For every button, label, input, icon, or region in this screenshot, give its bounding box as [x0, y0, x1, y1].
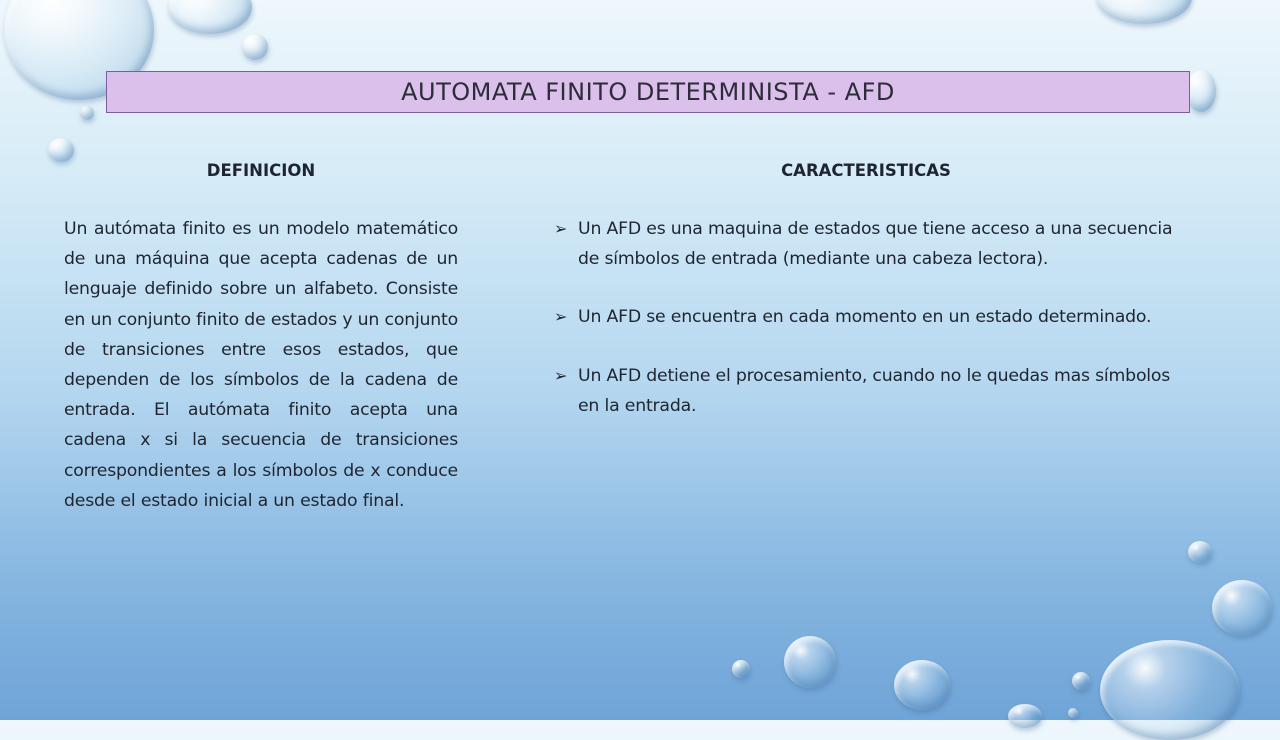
- list-item: [554, 214, 1174, 274]
- title-banner: [106, 71, 1190, 113]
- list-item-text: Un AFD se encuentra en cada momento en un estado determinado.: [578, 307, 1152, 328]
- water-drop-decoration: [168, 0, 252, 34]
- list-item: [554, 302, 1174, 332]
- arrowhead-bullet-icon: ➢: [554, 307, 568, 327]
- water-drop-decoration: [1186, 70, 1216, 112]
- definition-heading: DEFINICION: [206, 161, 316, 180]
- definition-paragraph: Un autómata finito es un modelo matemático de una máquina que acepta cadenas de un lenguaje definido sobre un alfabeto. Consiste en un conjunto finito de estados y un conjunto de transiciones entre esos estados, que dependen de los símbolos de la cadena de entrada. El autómata finito acepta una cadena x si la secuencia de transiciones correspondientes a los símbolos de x conduce desde el estado inicial a un estado final.: [64, 219, 458, 511]
- water-drop-decoration: [1068, 708, 1078, 718]
- slide-title: AUTOMATA FINITO DETERMINISTA - AFD: [401, 78, 895, 106]
- water-drop-decoration: [784, 636, 836, 688]
- water-drop-decoration: [732, 660, 750, 678]
- list-item-text: Un AFD detiene el procesamiento, cuando no le quedas mas símbolos en la entrada.: [578, 365, 1171, 416]
- list-item-text: Un AFD es una maquina de estados que tiene acceso a una secuencia de símbolos de entrada (mediante una cabeza lectora).: [578, 219, 1173, 270]
- water-drop-decoration: [1100, 640, 1240, 740]
- characteristics-list: [554, 214, 1174, 449]
- list-item: [554, 361, 1174, 421]
- water-drop-decoration: [1212, 580, 1272, 636]
- water-drop-decoration: [48, 138, 74, 162]
- water-drop-decoration: [1072, 672, 1090, 690]
- characteristics-heading: CARACTERISTICAS: [781, 161, 951, 180]
- water-drop-decoration: [242, 34, 268, 60]
- water-drop-decoration: [1008, 704, 1042, 728]
- arrowhead-bullet-icon: ➢: [554, 365, 568, 385]
- arrowhead-bullet-icon: ➢: [554, 219, 568, 238]
- water-drop-decoration: [894, 660, 950, 710]
- water-drop-decoration: [80, 106, 94, 120]
- water-drop-decoration: [1096, 0, 1192, 24]
- water-drop-decoration: [1188, 541, 1212, 563]
